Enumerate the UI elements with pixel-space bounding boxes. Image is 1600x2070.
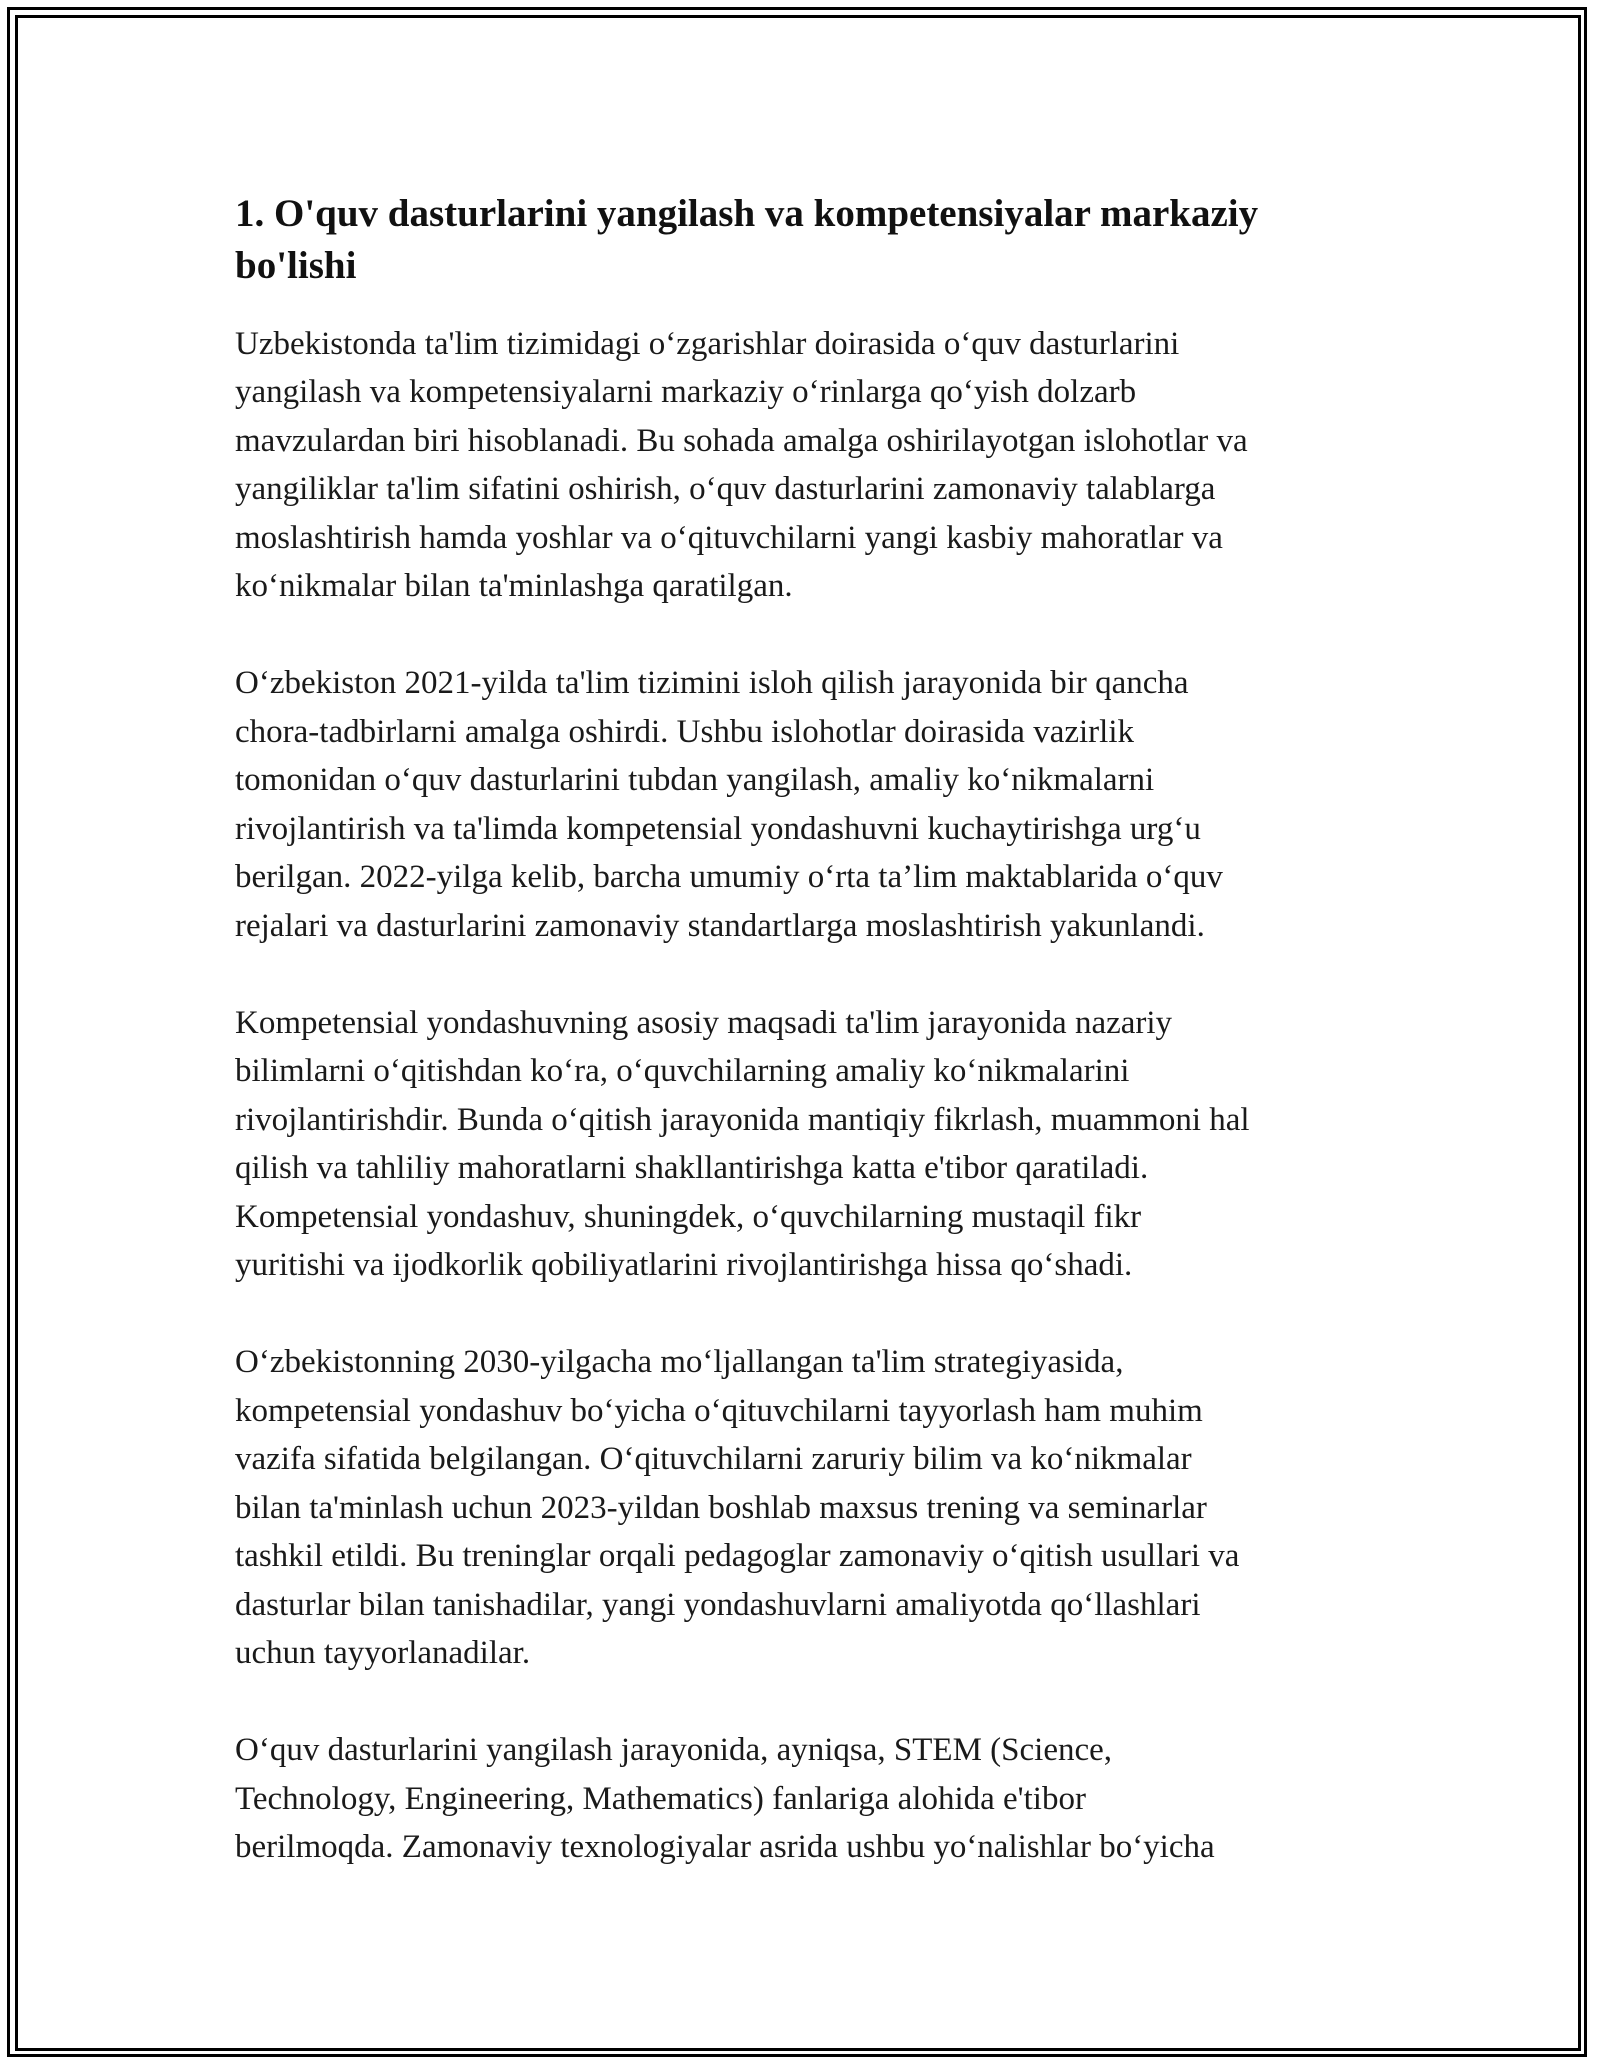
section-heading	[235, 188, 1370, 292]
paragraph-line: yangilash va kompetensiyalarni markaziy o‘rinlarga qo‘yish dolzarb	[235, 374, 1137, 411]
paragraph-line: berilgan. 2022-yilga kelib, barcha umumiy o‘rta ta’lim maktablarida o‘quv	[235, 859, 1223, 896]
paragraph-line: uchun tayyorlanadilar.	[235, 1635, 531, 1672]
paragraph-line: dasturlar bilan tanishadilar, yangi yondashuvlarni amaliyotda qo‘llashlari	[235, 1586, 1201, 1623]
document-body	[235, 188, 1370, 1920]
paragraph-line: yuritishi va ijodkorlik qobiliyatlarini rivojlantirishga hissa qo‘shadi.	[235, 1247, 1133, 1284]
paragraph	[235, 320, 1370, 611]
paragraph-line: O‘zbekiston 2021-yilda ta'lim tizimini isloh qilish jarayonida bir qancha	[235, 665, 1189, 702]
paragraph-line: tashkil etildi. Bu treninglar orqali pedagoglar zamonaviy o‘qitish usullari va	[235, 1538, 1240, 1575]
paragraph-line: tomonidan o‘quv dasturlarini tubdan yangilash, amaliy ko‘nikmalarni	[235, 762, 1155, 799]
paragraph-line: Kompetensial yondashuvning asosiy maqsadi ta'lim jarayonida nazariy	[235, 1004, 1173, 1041]
paragraph-line: vazifa sifatida belgilangan. O‘qituvchilarni zaruriy bilim va ko‘nikmalar	[235, 1441, 1192, 1478]
paragraph-line: O‘zbekistonning 2030-yilgacha mo‘ljallangan ta'lim strategiyasida,	[235, 1344, 1124, 1381]
paragraph-line: chora-tadbirlarni amalga oshirdi. Ushbu islohotlar doirasida vazirlik	[235, 713, 1134, 750]
paragraph-line: O‘quv dasturlarini yangilash jarayonida, ayniqsa, STEM (Science,	[235, 1732, 1113, 1769]
paragraph-line: Technology, Engineering, Mathematics) fanlariga alohida e'tibor	[235, 1780, 1086, 1817]
paragraph-line: rivojlantirishdir. Bunda o‘qitish jarayonida mantiqiy fikrlash, muammoni hal	[235, 1101, 1250, 1138]
paragraph-line: mavzulardan biri hisoblanadi. Bu sohada amalga oshirilayotgan islohotlar va	[235, 422, 1248, 459]
paragraph-line: ko‘nikmalar bilan ta'minlashga qaratilgan.	[235, 568, 793, 605]
paragraph-line: Uzbekistonda ta'lim tizimidagi o‘zgarishlar doirasida o‘quv dasturlarini	[235, 325, 1180, 362]
paragraph	[235, 1726, 1370, 1872]
paragraph-line: bilan ta'minlash uchun 2023-yildan boshlab maxsus trening va seminarlar	[235, 1489, 1207, 1526]
paragraph	[235, 1338, 1370, 1678]
heading-line: bo'lishi	[235, 243, 357, 287]
paragraph-line: bilimlarni o‘qitishdan ko‘ra, o‘quvchilarning amaliy ko‘nikmalarini	[235, 1053, 1130, 1090]
paragraph-line: rejalari va dasturlarini zamonaviy standartlarga moslashtirish yakunlandi.	[235, 907, 1205, 944]
paragraph-line: qilish va tahliliy mahoratlarni shakllantirishga katta e'tibor qaratiladi.	[235, 1150, 1149, 1187]
paragraph	[235, 659, 1370, 950]
paragraph-line: kompetensial yondashuv bo‘yicha o‘qituvchilarni tayyorlash ham muhim	[235, 1392, 1203, 1429]
paragraph-line: rivojlantirish va ta'limda kompetensial yondashuvni kuchaytirishga urg‘u	[235, 810, 1201, 847]
heading-line: 1. O'quv dasturlarini yangilash va kompetensiyalar markaziy	[235, 192, 1259, 235]
paragraph	[235, 999, 1370, 1290]
paragraph-line: Kompetensial yondashuv, shuningdek, o‘quvchilarning mustaqil fikr	[235, 1198, 1142, 1235]
paragraph-line: berilmoqda. Zamonaviy texnologiyalar asrida ushbu yo‘nalishlar bo‘yicha	[235, 1829, 1215, 1866]
paragraph-line: yangiliklar ta'lim sifatini oshirish, o‘quv dasturlarini zamonaviy talablarga	[235, 471, 1216, 508]
paragraph-line: moslashtirish hamda yoshlar va o‘qituvchilarni yangi kasbiy mahoratlar va	[235, 519, 1223, 556]
